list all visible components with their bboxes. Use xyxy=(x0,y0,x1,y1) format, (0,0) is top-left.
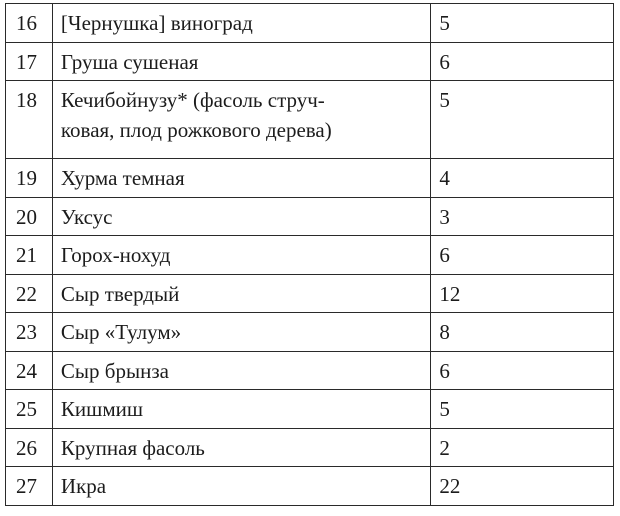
row-number: 17 xyxy=(6,42,53,81)
table-row xyxy=(6,467,614,506)
table-row xyxy=(6,197,614,236)
item-value: 6 xyxy=(431,42,614,81)
item-name xyxy=(52,81,430,159)
row-number: 18 xyxy=(6,81,53,159)
item-value: 3 xyxy=(431,197,614,236)
row-number: 22 xyxy=(6,274,53,313)
row-number: 23 xyxy=(6,313,53,352)
row-number: 25 xyxy=(6,390,53,429)
item-name: Сыр «Тулум» xyxy=(52,313,430,352)
row-number: 24 xyxy=(6,351,53,390)
item-value: 6 xyxy=(431,236,614,275)
row-number: 26 xyxy=(6,428,53,467)
item-name: Груша сушеная xyxy=(52,42,430,81)
table-row xyxy=(6,4,614,43)
row-number: 21 xyxy=(6,236,53,275)
table-row xyxy=(6,428,614,467)
item-name: Крупная фасоль xyxy=(52,428,430,467)
items-table xyxy=(5,3,614,506)
table-row xyxy=(6,390,614,429)
item-value: 12 xyxy=(431,274,614,313)
table-row xyxy=(6,313,614,352)
row-number: 19 xyxy=(6,159,53,198)
item-name: Уксус xyxy=(52,197,430,236)
table-row xyxy=(6,81,614,159)
table-row xyxy=(6,274,614,313)
item-name: Сыр брынза xyxy=(52,351,430,390)
table-row xyxy=(6,236,614,275)
item-name: Кишмиш xyxy=(52,390,430,429)
row-number: 16 xyxy=(6,4,53,43)
item-value: 2 xyxy=(431,428,614,467)
row-number: 20 xyxy=(6,197,53,236)
item-value: 5 xyxy=(431,390,614,429)
item-value: 8 xyxy=(431,313,614,352)
table-row xyxy=(6,159,614,198)
item-name-line-1: Кечибойнузу* (фасоль струч- xyxy=(60,88,325,112)
item-name: Икра xyxy=(52,467,430,506)
item-value: 5 xyxy=(431,4,614,43)
item-value: 22 xyxy=(431,467,614,506)
item-name: Сыр твердый xyxy=(52,274,430,313)
item-value: 4 xyxy=(431,159,614,198)
item-name: Хурма темная xyxy=(52,159,430,198)
item-name-line-2: ковая, плод рожкового дерева) xyxy=(60,118,332,142)
row-number: 27 xyxy=(6,467,53,506)
item-value: 5 xyxy=(431,81,614,159)
item-name: Горох-нохуд xyxy=(52,236,430,275)
table-row xyxy=(6,351,614,390)
table-row xyxy=(6,42,614,81)
item-value: 6 xyxy=(431,351,614,390)
item-name: [Чернушка] виноград xyxy=(52,4,430,43)
